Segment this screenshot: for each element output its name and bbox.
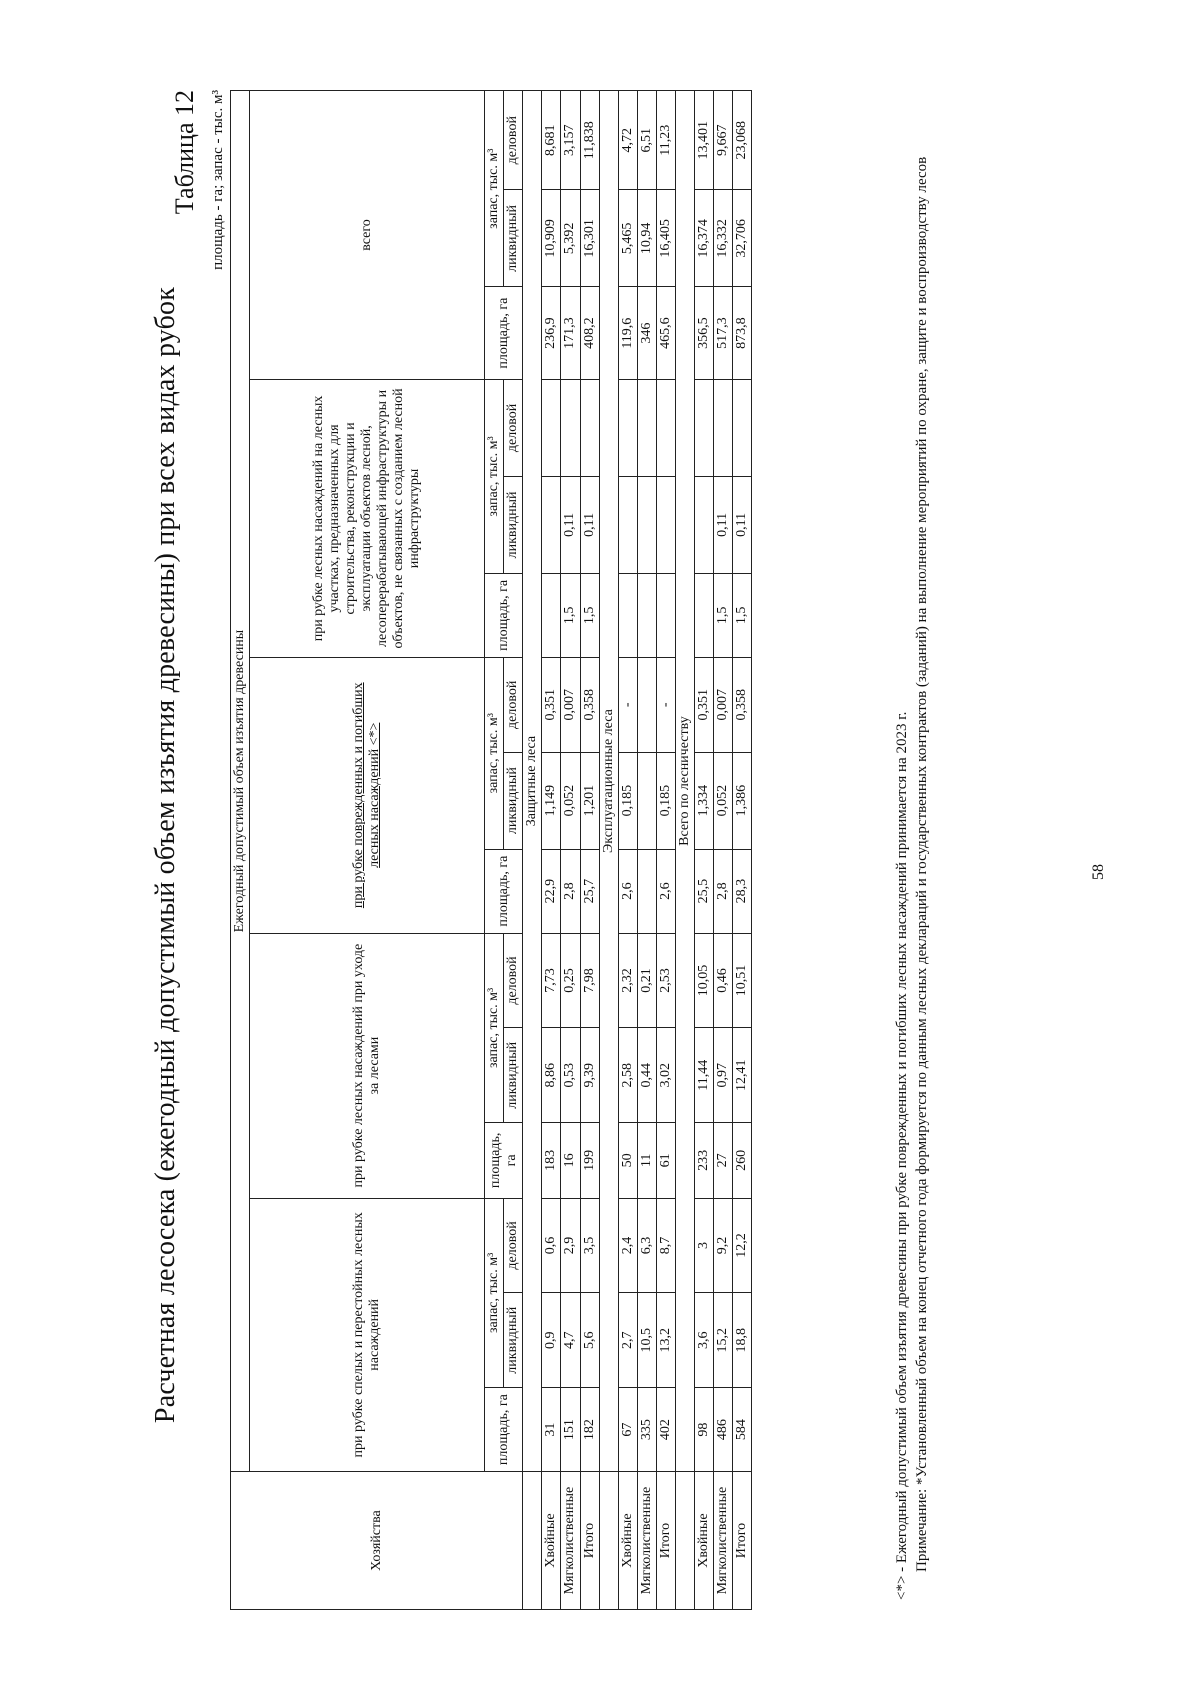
table-cell: 1,5 — [733, 573, 752, 657]
table-cell: 119,6 — [618, 287, 637, 380]
area-header: площадь, га — [485, 1123, 523, 1198]
notes — [892, 100, 933, 1600]
table-cell: 3,02 — [656, 1028, 675, 1123]
row-category: Итого — [733, 1472, 752, 1610]
table-cell: 3,157 — [561, 91, 580, 190]
table-cell: 11,838 — [580, 91, 599, 190]
table-cell: 0,052 — [714, 752, 733, 849]
section-title: Всего по лесничеству — [676, 91, 695, 1472]
table-cell: 260 — [733, 1123, 752, 1198]
table-cell: 0,11 — [561, 476, 580, 573]
table-row — [714, 91, 733, 1610]
table-cell — [656, 379, 675, 476]
table-cell: 9,2 — [714, 1198, 733, 1293]
table-cell: - — [656, 657, 675, 752]
table-row — [542, 91, 561, 1610]
liquid-header: ликвидный — [504, 476, 523, 573]
remark: Примечание: *Установленный объем на конец отчетного года формируется по данным лесных деклараций и государственных контрактов (заданий) на выполнение мероприятий по охране, защите и воспроизводству лесов — [914, 156, 931, 1572]
table-cell: 2,4 — [618, 1198, 637, 1293]
table-cell: 2,32 — [618, 933, 637, 1028]
table-cell: 25,5 — [695, 849, 714, 933]
table-cell: 9,39 — [580, 1028, 599, 1123]
business-header: деловой — [504, 379, 523, 476]
table-cell: 4,7 — [561, 1293, 580, 1388]
table-cell: 16,374 — [695, 190, 714, 287]
table-cell: 11 — [637, 1123, 656, 1198]
table-cell: 2,9 — [561, 1198, 580, 1293]
table-cell: 10,05 — [695, 933, 714, 1028]
table-cell: 356,5 — [695, 287, 714, 380]
group1-header: при рубке спелых и перестойных лесных насаждений — [250, 1198, 485, 1472]
table-cell: 0,53 — [561, 1028, 580, 1123]
table-cell: 27 — [714, 1123, 733, 1198]
annual-header: Ежегодный допустимый объем изъятия древесины — [231, 91, 250, 1472]
table-cell: 1,5 — [561, 573, 580, 657]
table-cell: 28,3 — [733, 849, 752, 933]
table-cell: 11,44 — [695, 1028, 714, 1123]
table-cell: 486 — [714, 1388, 733, 1472]
table-cell: 3,6 — [695, 1293, 714, 1388]
table-cell — [695, 379, 714, 476]
row-category: Мягколиственные — [714, 1472, 733, 1610]
table-cell: 517,3 — [714, 287, 733, 380]
table-number: Таблица 12 — [170, 90, 199, 215]
table-cell: 402 — [656, 1388, 675, 1472]
liquid-header: ликвидный — [504, 190, 523, 287]
section-title: Эксплуатационные леса — [599, 91, 618, 1472]
table-cell — [618, 379, 637, 476]
table-cell: 183 — [542, 1123, 561, 1198]
table-cell — [580, 379, 599, 476]
area-header: площадь, га — [485, 1388, 523, 1472]
table-cell: 151 — [561, 1388, 580, 1472]
section-spacer — [676, 1472, 695, 1610]
table-cell: 3,5 — [580, 1198, 599, 1293]
table-cell: 5,392 — [561, 190, 580, 287]
table-cell: 12,41 — [733, 1028, 752, 1123]
business-header: деловой — [504, 91, 523, 190]
table-cell: 2,8 — [714, 849, 733, 933]
table-cell: 10,94 — [637, 190, 656, 287]
table-cell: 0,11 — [733, 476, 752, 573]
table-cell: 67 — [618, 1388, 637, 1472]
table-cell: 346 — [637, 287, 656, 380]
table-cell: 0,25 — [561, 933, 580, 1028]
table-cell: 2,58 — [618, 1028, 637, 1123]
table-cell — [714, 379, 733, 476]
table-cell — [542, 573, 561, 657]
table-cell: 0,351 — [542, 657, 561, 752]
table-cell: 0,97 — [714, 1028, 733, 1123]
table-cell: 0,6 — [542, 1198, 561, 1293]
group3-header: при рубке поврежденных и погибших лесных насаждений <*> — [250, 657, 485, 933]
table-cell: 61 — [656, 1123, 675, 1198]
row-category: Хвойные — [695, 1472, 714, 1610]
table-cell: 98 — [695, 1388, 714, 1472]
area-header: площадь, га — [485, 287, 523, 380]
table-cell: 7,98 — [580, 933, 599, 1028]
table-cell: 2,6 — [618, 849, 637, 933]
row-category: Хвойные — [542, 1472, 561, 1610]
row-category: Итого — [580, 1472, 599, 1610]
table-cell: 182 — [580, 1388, 599, 1472]
table-cell: 1,386 — [733, 752, 752, 849]
table-row — [618, 91, 637, 1610]
section-spacer — [523, 1472, 542, 1610]
table-cell: 12,2 — [733, 1198, 752, 1293]
area-header: площадь, га — [485, 849, 523, 933]
table-cell: 10,51 — [733, 933, 752, 1028]
table-cell: 16 — [561, 1123, 580, 1198]
table-cell: 0,358 — [733, 657, 752, 752]
table-cell: 7,73 — [542, 933, 561, 1028]
table-cell: 171,3 — [561, 287, 580, 380]
table-cell: 0,351 — [695, 657, 714, 752]
rotated-content — [130, 60, 1200, 1620]
table-cell: 16,405 — [656, 190, 675, 287]
table-cell: 22,9 — [542, 849, 561, 933]
table-cell — [695, 476, 714, 573]
table-cell: 1,334 — [695, 752, 714, 849]
table-cell: 199 — [580, 1123, 599, 1198]
table-cell: 0,44 — [637, 1028, 656, 1123]
table-cell: 16,332 — [714, 190, 733, 287]
units-note: площадь - га; запас - тыс. м³ — [210, 90, 226, 270]
table-cell: 0,46 — [714, 933, 733, 1028]
table-cell: 18,8 — [733, 1293, 752, 1388]
table-cell: 31 — [542, 1388, 561, 1472]
table-body — [523, 91, 752, 1610]
stock-header: запас, тыс. м³ — [485, 1198, 504, 1388]
area-header: площадь, га — [485, 573, 523, 657]
table-cell: 25,7 — [580, 849, 599, 933]
table-cell — [637, 849, 656, 933]
table-cell: 0,185 — [618, 752, 637, 849]
section-title: Защитные леса — [523, 91, 542, 1472]
stock-header: запас, тыс. м³ — [485, 379, 504, 573]
table-row — [656, 91, 675, 1610]
row-category: Мягколиственные — [561, 1472, 580, 1610]
table-cell: 6,3 — [637, 1198, 656, 1293]
table-cell: 5,465 — [618, 190, 637, 287]
table-cell: 4,72 — [618, 91, 637, 190]
table-cell: 1,201 — [580, 752, 599, 849]
table-cell: 0,9 — [542, 1293, 561, 1388]
table-cell — [561, 379, 580, 476]
liquid-header: ликвидный — [504, 752, 523, 849]
table-cell — [542, 476, 561, 573]
liquid-header: ликвидный — [504, 1293, 523, 1388]
stock-header: запас, тыс. м³ — [485, 657, 504, 849]
business-header: деловой — [504, 933, 523, 1028]
table-cell: 0,007 — [561, 657, 580, 752]
table-cell: 1,5 — [714, 573, 733, 657]
table-cell: 10,909 — [542, 190, 561, 287]
table-cell — [656, 573, 675, 657]
table-cell: 3 — [695, 1198, 714, 1293]
table-row — [561, 91, 580, 1610]
table-row — [637, 91, 656, 1610]
group2-header: при рубке лесных насаждений при уходе за лесами — [250, 933, 485, 1198]
farm-header: Хозяйства — [231, 1472, 523, 1610]
table-cell: 335 — [637, 1388, 656, 1472]
table-cell: 0,11 — [714, 476, 733, 573]
business-header: деловой — [504, 657, 523, 752]
table-cell: 6,51 — [637, 91, 656, 190]
table-cell: 2,53 — [656, 933, 675, 1028]
table-cell: 23,068 — [733, 91, 752, 190]
table-cell — [618, 476, 637, 573]
table-cell: 236,9 — [542, 287, 561, 380]
table-cell: 32,706 — [733, 190, 752, 287]
table-cell: 0,007 — [714, 657, 733, 752]
table-cell: 13,401 — [695, 91, 714, 190]
table-cell — [637, 752, 656, 849]
row-category: Хвойные — [618, 1472, 637, 1610]
table-cell — [656, 476, 675, 573]
section-spacer — [599, 1472, 618, 1610]
table-cell — [637, 573, 656, 657]
allowable-cut-table — [230, 90, 752, 1610]
table-cell: 50 — [618, 1123, 637, 1198]
table-cell — [695, 573, 714, 657]
table-cell — [637, 657, 656, 752]
table-cell — [637, 476, 656, 573]
table-cell: 408,2 — [580, 287, 599, 380]
stock-header: запас, тыс. м³ — [485, 91, 504, 287]
liquid-header: ликвидный — [504, 1028, 523, 1123]
table-cell: 0,11 — [580, 476, 599, 573]
table-row — [733, 91, 752, 1610]
table-cell: 11,23 — [656, 91, 675, 190]
table-cell: 0,052 — [561, 752, 580, 849]
page-number: 58 — [1090, 864, 1107, 880]
row-category: Итого — [656, 1472, 675, 1610]
stock-header: запас, тыс. м³ — [485, 933, 504, 1123]
table-cell: 8,681 — [542, 91, 561, 190]
table-cell: 1,5 — [580, 573, 599, 657]
table-cell: 1,149 — [542, 752, 561, 849]
table-cell: 15,2 — [714, 1293, 733, 1388]
table-cell — [542, 379, 561, 476]
table-row — [695, 91, 714, 1610]
table-cell: 2,7 — [618, 1293, 637, 1388]
table-cell: 0,185 — [656, 752, 675, 849]
table-cell: 0,21 — [637, 933, 656, 1028]
table-cell: 465,6 — [656, 287, 675, 380]
table-cell: 0,358 — [580, 657, 599, 752]
table-cell: 5,6 — [580, 1293, 599, 1388]
table-cell: 233 — [695, 1123, 714, 1198]
table-cell: 2,6 — [656, 849, 675, 933]
table-cell: 8,7 — [656, 1198, 675, 1293]
group5-header: всего — [250, 91, 485, 380]
footnote: <*> - Ежегодный допустимый объем изъятия древесины при рубке поврежденных и погибших лесных насаждений принимается на 2023 г. — [894, 711, 910, 1600]
table-cell: 16,301 — [580, 190, 599, 287]
table-cell — [637, 379, 656, 476]
table-cell: 584 — [733, 1388, 752, 1472]
row-category: Мягколиственные — [637, 1472, 656, 1610]
table-cell: 2,8 — [561, 849, 580, 933]
table-cell — [618, 573, 637, 657]
table-cell: - — [618, 657, 637, 752]
table-cell: 8,86 — [542, 1028, 561, 1123]
table-cell: 13,2 — [656, 1293, 675, 1388]
table-cell: 9,667 — [714, 91, 733, 190]
page-title: Расчетная лесосека (ежегодный допустимый объем изъятия древесины) при всех видах рубок — [150, 286, 181, 1424]
table-cell: 10,5 — [637, 1293, 656, 1388]
table-row — [580, 91, 599, 1610]
business-header: деловой — [504, 1198, 523, 1293]
table-cell: 873,8 — [733, 287, 752, 380]
table-cell — [733, 379, 752, 476]
group4-header: при рубке лесных насаждений на лесных участках, предназначенных для строительства, реконструкции и эксплуатации объектов лесной, лесоперерабатывающей инфраструктуры и объектов, не связанных с созданием лесной инфраструктуры — [250, 379, 485, 657]
